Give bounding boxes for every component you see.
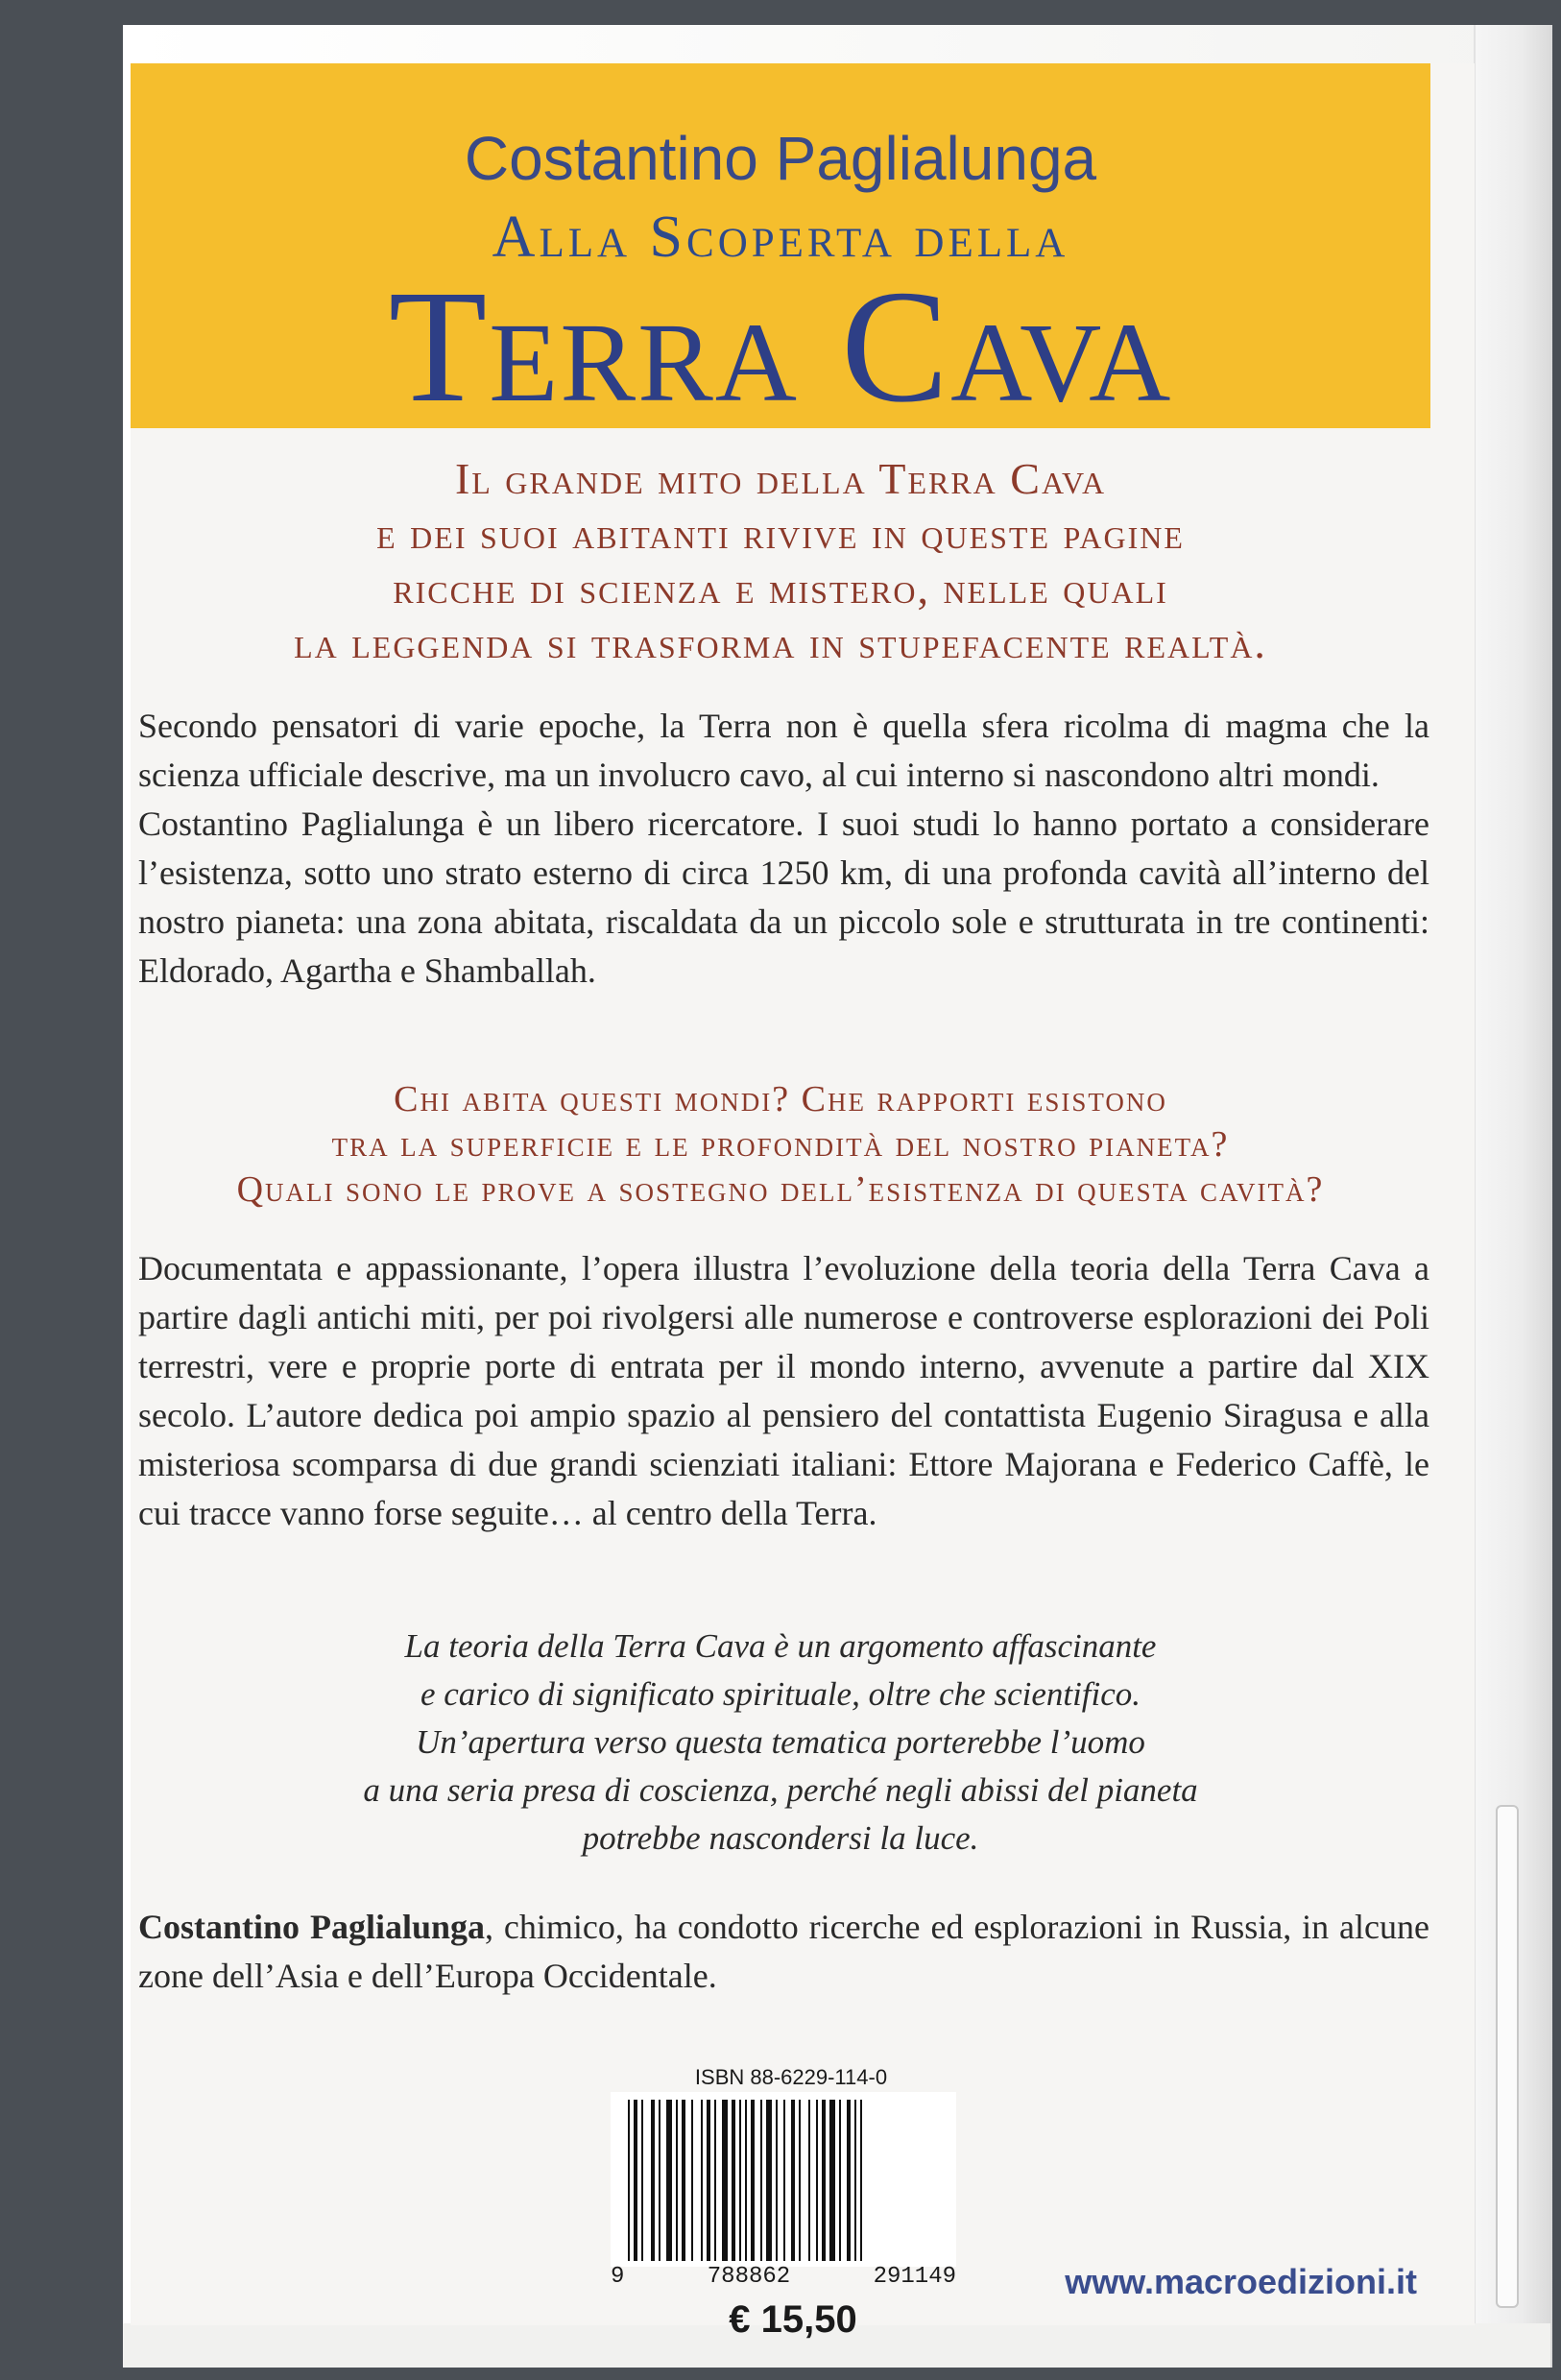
blurb-line: Il grande mito della Terra Cava	[454, 454, 1107, 503]
publisher-website: www.macroedizioni.it	[1065, 2262, 1417, 2301]
barcode-digit-group: 788862	[707, 2264, 791, 2290]
price: € 15,50	[729, 2298, 857, 2341]
question-line: tra la superficie e le profondità del nostro pianeta?	[331, 1124, 1230, 1165]
blurb-line: ricche di scienza e mistero, nelle quali	[393, 564, 1168, 613]
cover-flap-mark	[1496, 1805, 1519, 2308]
quote-line: Un’apertura verso questa tematica porterebbe l’uomo	[416, 1723, 1145, 1761]
barcode-digit-group: 291149	[873, 2264, 956, 2290]
author-quote	[131, 1623, 1430, 1863]
description	[138, 702, 1429, 996]
quote-line: potrebbe nascondersi la luce.	[582, 1819, 979, 1857]
barcode-digits	[611, 2264, 956, 2290]
quote-line: a una seria presa di coscienza, perché negli abissi del pianeta	[363, 1771, 1198, 1809]
barcode-digit-group: 9	[611, 2264, 625, 2290]
blurb-line: e dei suoi abitanti rivive in queste pagine	[376, 509, 1185, 558]
description-paragraph-2: Costantino Paglialunga è un libero ricercatore. I suoi studi lo hanno portato a considerare l’esistenza, sotto uno strato esterno di circa 1250 km, di una profonda cavità all’interno del nostro pianeta: una zona abitata, riscaldata da un piccolo sole e strutturata in tre continenti: Eldorado, Agartha e Shamballah.	[138, 805, 1429, 990]
title-banner	[131, 63, 1430, 436]
question-line: Quali sono le prove a sostegno dell’esistenza di questa cavità?	[236, 1169, 1325, 1210]
blurb	[131, 451, 1430, 670]
author-bio	[138, 1903, 1429, 2001]
quote-line: e carico di significato spirituale, oltre che scientifico.	[420, 1675, 1141, 1713]
book-title: Terra Cava	[388, 257, 1173, 436]
back-cover	[131, 63, 1475, 2341]
question-line: Chi abita questi mondi? Che rapporti esistono	[394, 1079, 1167, 1119]
author-bio-text: , chimico, ha condotto ricerche ed esplorazioni in Russia, in alcune zone dell’Asia e dell’Europa Occidentale.	[138, 1908, 1429, 1995]
barcode	[611, 2092, 956, 2272]
banner-subtitle: Alla Scoperta della	[492, 204, 1069, 270]
description-paragraph-1: Secondo pensatori di varie epoche, la Terra non è quella sfera ricolma di magma che la scienza ufficiale descrive, ma un involucro cavo, al cui interno si nascondono altri mondi.	[138, 707, 1429, 794]
questions	[131, 1077, 1430, 1213]
quote-line: La teoria della Terra Cava è un argomento affascinante	[404, 1627, 1157, 1665]
overview-paragraph: Documentata e appassionante, l’opera illustra l’evoluzione della teoria della Terra Cava a partire dagli antichi miti, per poi rivolgersi alle numerose e controverse esplorazioni dei Poli terrestri, vere e proprie porte di entrata per il mondo interno, avvenute a partire dal XIX secolo. L’autore dedica poi ampio spazio al pensiero del contattista Eugenio Siragusa e alla misteriosa scomparsa di due grandi scienziati italiani: Ettore Majorana e Federico Caffè, le cui tracce vanno forse seguite… al centro della Terra.	[138, 1249, 1429, 1532]
isbn-label: ISBN 88-6229-114-0	[694, 2065, 888, 2089]
author-bio-name: Costantino Paglialunga	[138, 1908, 485, 1946]
banner-author: Costantino Paglialunga	[464, 124, 1097, 193]
barcode-bars-icon	[611, 2092, 956, 2267]
overview	[138, 1244, 1429, 1538]
blurb-line: la leggenda si trasforma in stupefacente realtà.	[294, 618, 1267, 667]
